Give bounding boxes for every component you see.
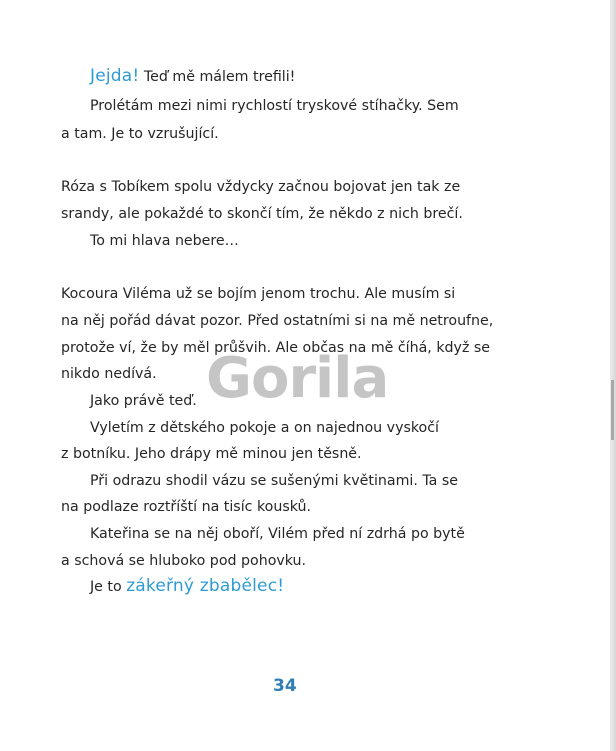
text-line-3: a tam. Je to vzrušující. [61,126,219,142]
adjacent-page-edge [610,0,616,751]
text-line-16: Kateřina se na něj oboří, Vilém před ní zdrhá po bytě [90,526,465,542]
text-line-14: Při odrazu shodil vázu se sušenými květinami. Ta se [90,473,458,489]
text-line-9: protože ví, že by měl průšvih. Ale občas na mě číhá, když se [61,340,491,356]
text-line-18 [90,576,284,597]
page-number: 34 [273,676,297,696]
text-line-6: To mi hlava nebere… [90,233,239,249]
text-line-12: Vyletím z dětského pokoje a on najednou vyskočí [90,420,439,436]
text-line-10: nikdo nedívá. [61,366,157,382]
text-line-4: Róza s Tobíkem spolu vždycky začnou bojovat jen tak ze [61,179,461,195]
text-line-17: a schová se hluboko pod pohovku. [61,553,307,569]
text-line-5: srandy, ale pokaždé to skončí tím, že někdo z nich brečí. [61,206,463,222]
line-18-text: Je to [90,579,127,595]
text-line-2: Prolétám mezi nimi rychlostí tryskové stíhačky. Sem [90,98,459,114]
line-1-text: Teď mě málem trefili! [139,69,296,85]
text-line-11: Jako právě teď. [90,393,197,409]
text-line-7: Kocoura Viléma už se bojím jenom trochu. Ale musím si [61,286,456,302]
text-line-13: z botníku. Jeho drápy mě minou jen těsně. [61,446,362,462]
exclamation-zbabelec: zákeřný zbabělec! [126,576,285,596]
text-line-1 [90,66,295,87]
text-line-15: na podlaze roztříští na tisíc kousků. [61,499,311,515]
exclamation-jejda: Jejda! [90,66,140,86]
text-line-8: na něj pořád dávat pozor. Před ostatními si na mě netroufne, [61,313,494,329]
watermark: Gorila [206,346,389,411]
